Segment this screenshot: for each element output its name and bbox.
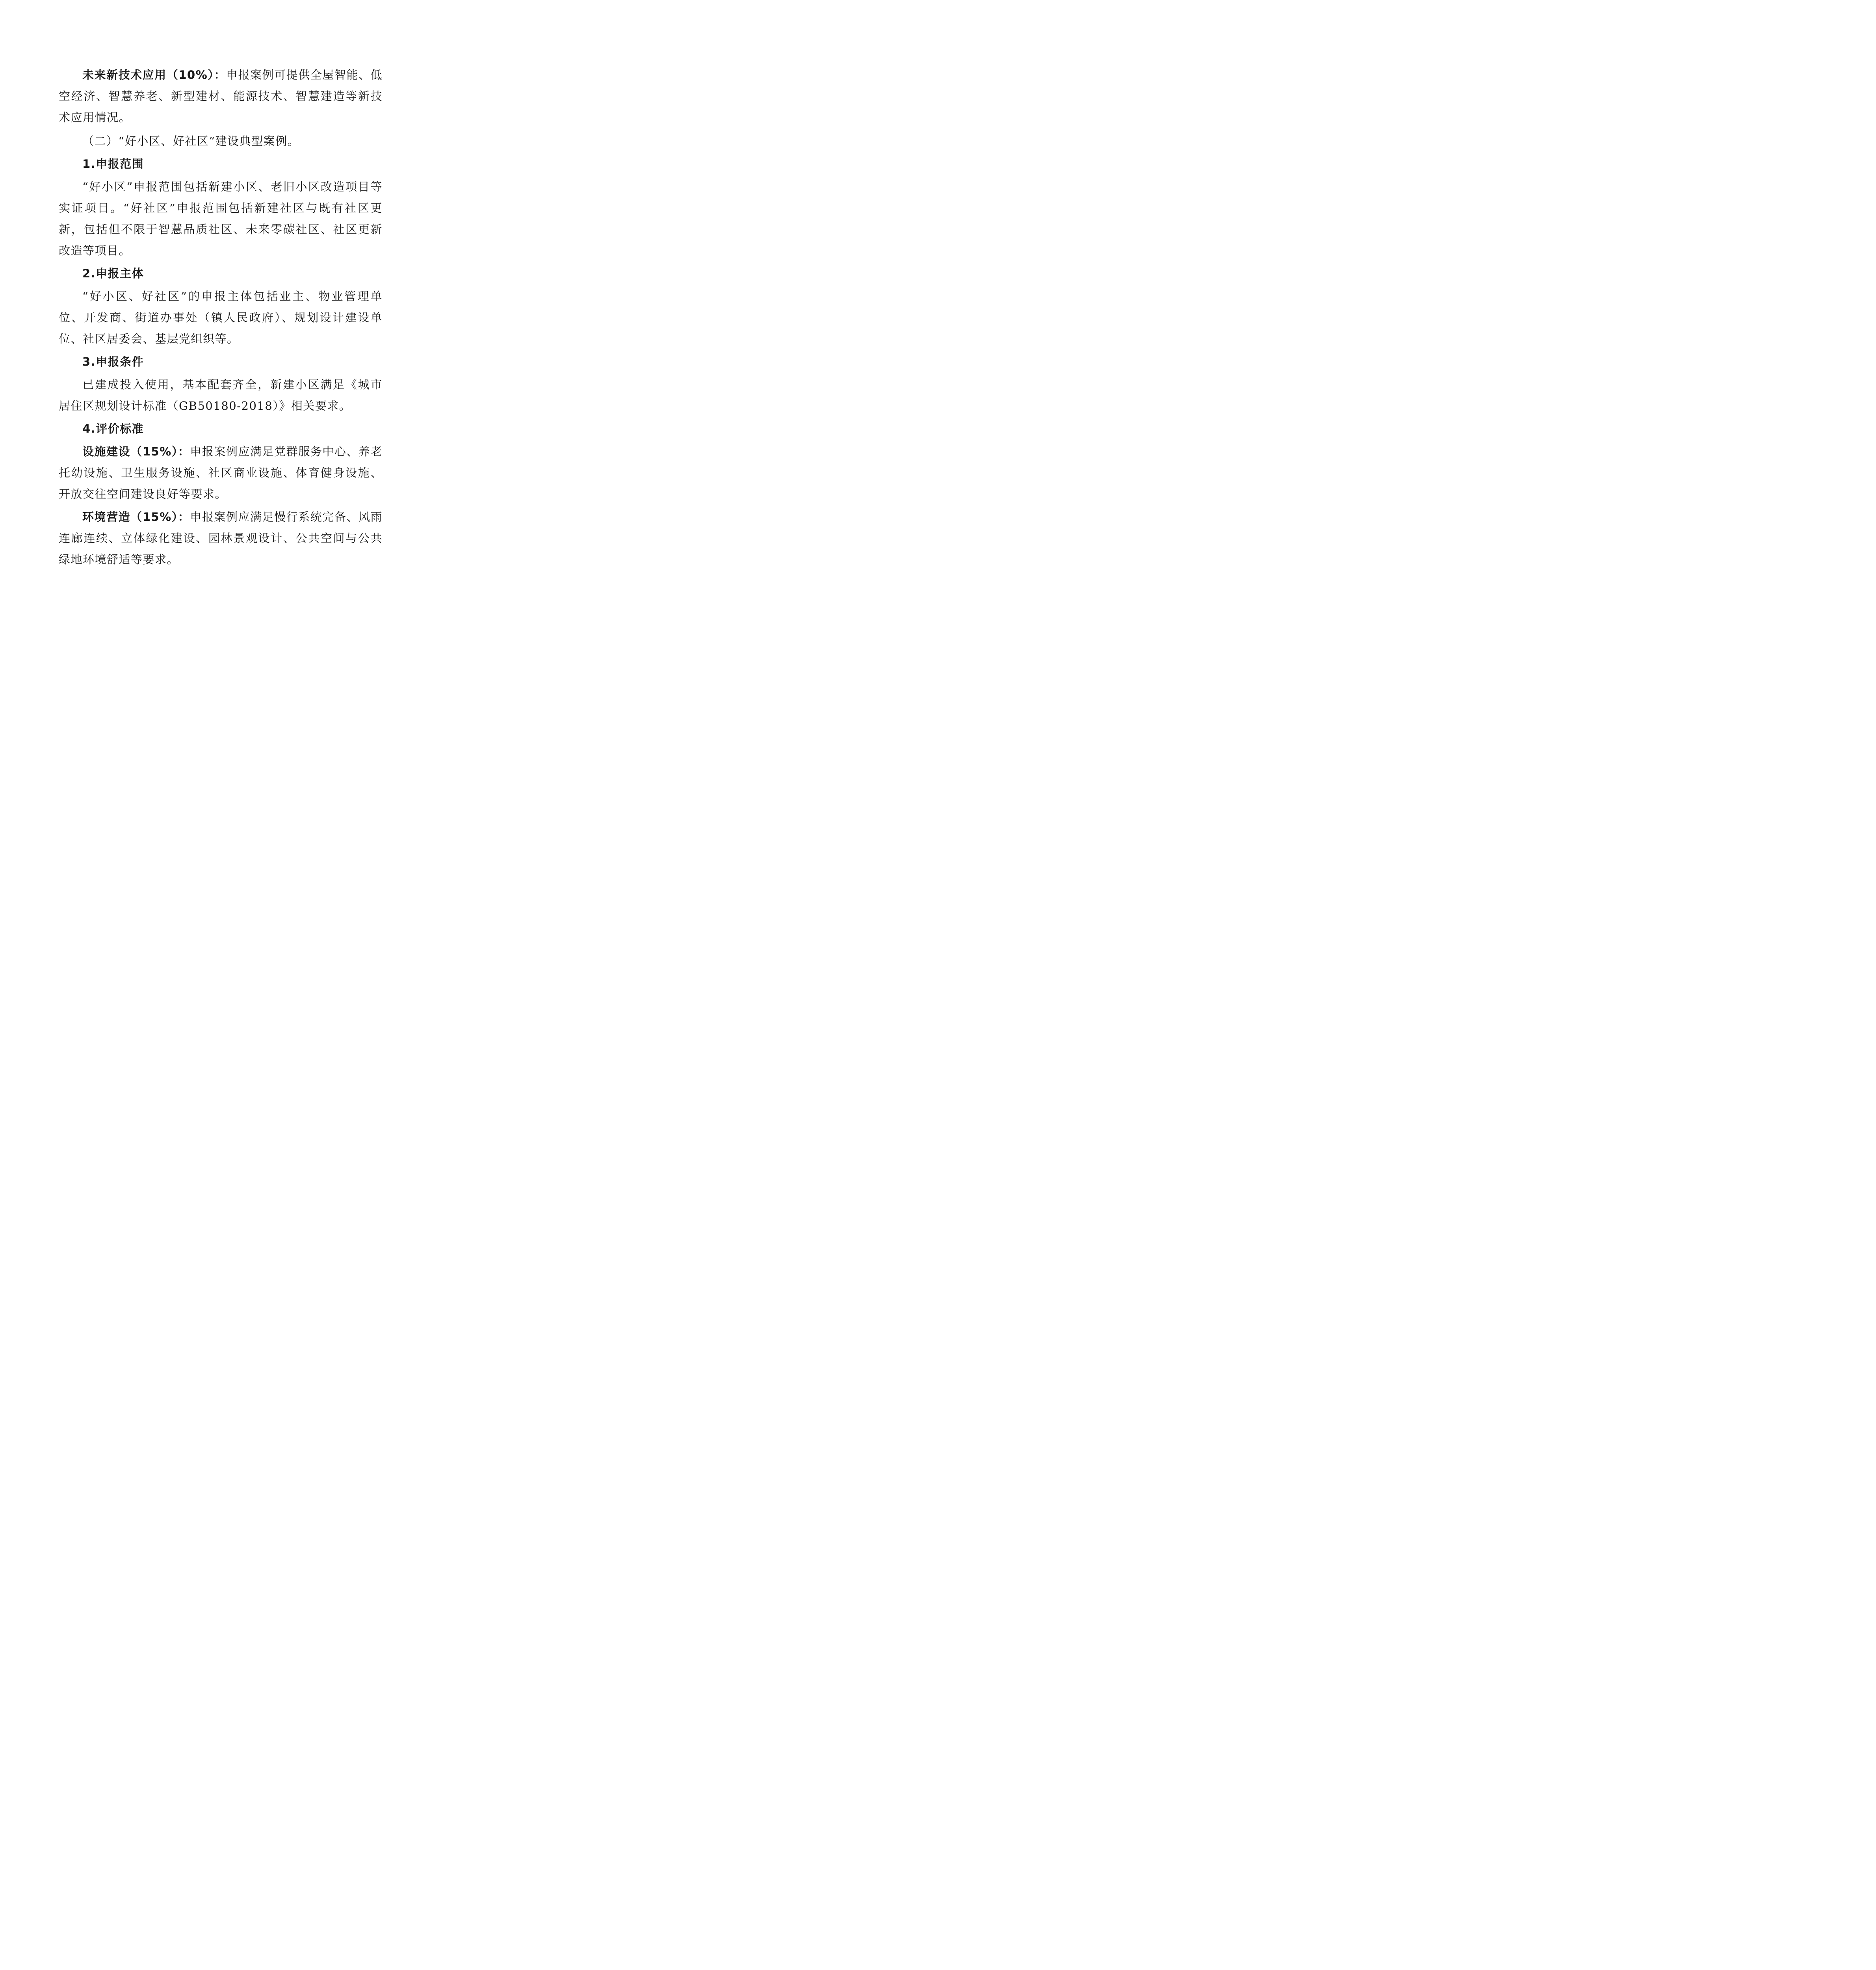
document-page	[0, 0, 434, 614]
subheading-conditions: 3.申报条件	[82, 355, 144, 368]
subheading-scope: 1.申报范围	[82, 157, 144, 171]
paragraph-environment	[59, 506, 383, 570]
criterion-text-facilities: 申报案例应满足党群服务中心、养老托幼设施、卫生服务设施、社区商业设施、体育健身设施、开放交往空间建设良好等要求。	[59, 445, 383, 501]
paragraph-new-tech	[59, 64, 383, 128]
section-heading: （二）“好小区、好社区”建设典型案例。	[82, 134, 300, 148]
paragraph-scope: “好小区”申报范围包括新建小区、老旧小区改造项目等实证项目。“好社区”申报范围包括新建社区与既有社区更新，包括但不限于智慧品质社区、未来零碳社区、社区更新改造等项目。	[59, 180, 383, 257]
subheading-criteria: 4.评价标准	[82, 422, 144, 435]
document-body	[59, 64, 383, 570]
subheading-applicant: 2.申报主体	[82, 267, 144, 280]
paragraph-conditions: 已建成投入使用，基本配套齐全，新建小区满足《城市居住区规划设计标准（GB50180-2018）》相关要求。	[59, 378, 383, 413]
criterion-label-facilities: 设施建设（15%）：	[82, 445, 190, 458]
paragraph-facilities	[59, 441, 383, 505]
criterion-label-environment: 环境营造（15%）：	[82, 510, 190, 524]
criterion-text-environment: 申报案例应满足慢行系统完备、风雨连廊连续、立体绿化建设、园林景观设计、公共空间与公共绿地环境舒适等要求。	[59, 510, 383, 566]
criterion-text-new-tech: 申报案例可提供全屋智能、低空经济、智慧养老、新型建材、能源技术、智慧建造等新技术应用情况。	[59, 68, 383, 124]
paragraph-applicant: “好小区、好社区”的申报主体包括业主、物业管理单位、开发商、街道办事处（镇人民政府）、规划设计建设单位、社区居委会、基层党组织等。	[59, 290, 383, 346]
criterion-label-new-tech: 未来新技术应用（10%）：	[82, 68, 226, 82]
